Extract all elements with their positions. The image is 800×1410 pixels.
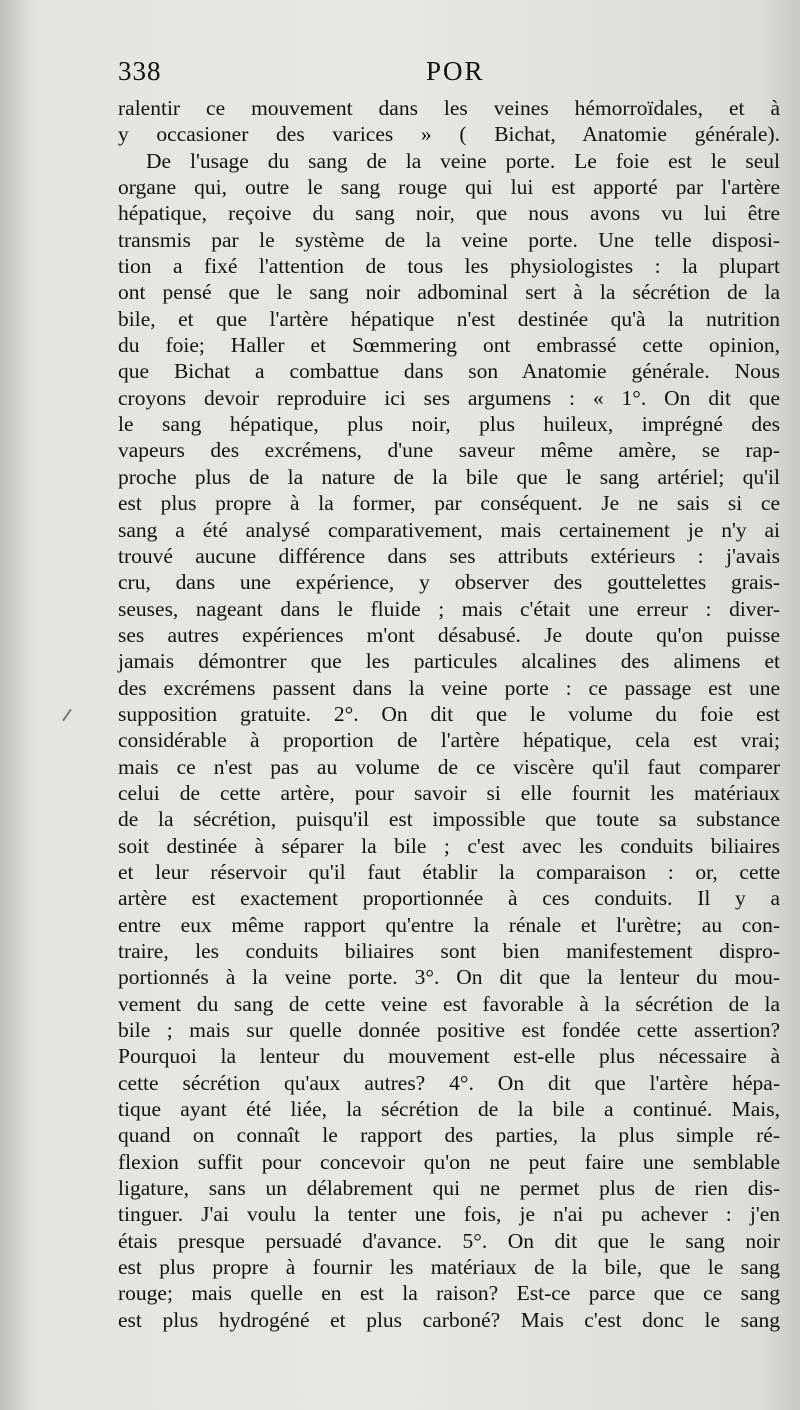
text-line: traire, les conduits biliaires sont bien manifestement dispro- xyxy=(118,939,780,963)
text-line: bile ; mais sur quelle donnée positive est fondée cette assertion? xyxy=(118,1018,780,1043)
text-line: cette sécrétion qu'aux autres? 4°. On dit que l'artère hépa- xyxy=(118,1070,780,1095)
text-line: et leur réservoir qu'il faut établir la comparaison : or, cette xyxy=(118,859,780,884)
text-line: seuses, nageant dans le fluide ; mais c'était une erreur : diver- xyxy=(118,596,780,621)
text-line: vement du sang de cette veine est favorable à la sécrétion de la xyxy=(118,991,780,1016)
text-line: soit destinée à séparer la bile ; c'est avec les conduits biliaires xyxy=(118,833,780,858)
text-line: vapeurs des excrémens, d'une saveur même amère, se rap- xyxy=(118,438,780,463)
text-line: jamais démontrer que les particules alcalines des alimens et xyxy=(118,649,780,674)
text-line: artère est exactement proportionnée à ces conduits. Il y a xyxy=(118,886,780,911)
running-head: POR xyxy=(426,56,485,86)
text-line: portionnés à la veine porte. 3°. On dit que la lenteur du mou- xyxy=(118,965,780,990)
text-line: tinguer. J'ai voulu la tenter une fois, je n'ai pu achever : j'en xyxy=(118,1202,780,1227)
page-fold-shadow xyxy=(0,0,30,1410)
text-line: bile, et que l'artère hépatique n'est destinée qu'à la nutrition xyxy=(118,306,780,331)
margin-pencil-mark xyxy=(62,709,72,722)
text-line: trouvé aucune différence dans ses attributs extérieurs : j'avais xyxy=(118,543,780,568)
text-line: tion a fixé l'attention de tous les physiologistes : la plupart xyxy=(118,254,780,279)
text-line: celui de cette artère, pour savoir si elle fournit les matériaux xyxy=(118,780,780,805)
text-line: sang a été analysé comparativement, mais certainement je n'y ai xyxy=(118,517,780,542)
text-line: De l'usage du sang de la veine porte. Le foie est le seul xyxy=(146,148,780,173)
text-line: mais ce n'est pas au volume de ce viscère qu'il faut comparer xyxy=(118,754,780,779)
text-line: cru, dans une expérience, y observer des gouttelettes grais- xyxy=(118,570,780,595)
text-line: croyons devoir reproduire ici ses argumens : « 1°. On dit que xyxy=(118,385,780,410)
text-line: quand on connaît le rapport des parties, la plus simple ré- xyxy=(118,1123,780,1148)
text-line: des excrémens passent dans la veine porte : ce passage est une xyxy=(118,675,780,700)
page-number: 338 xyxy=(118,56,162,86)
text-line: organe qui, outre le sang rouge qui lui est apporté par l'artère xyxy=(118,175,780,200)
text-line: est plus propre à fournir les matériaux de la bile, que le sang xyxy=(118,1255,780,1280)
page-header xyxy=(118,56,780,96)
text-line: de la sécrétion, puisqu'il est impossible que toute sa substance xyxy=(118,807,780,832)
text-line: ralentir ce mouvement dans les veines hémorroïdales, et à xyxy=(118,96,780,120)
text-line: ont pensé que le sang noir adbominal sert à la sécrétion de la xyxy=(118,280,780,305)
text-line: ses autres expériences m'ont désabusé. Je doute qu'on puisse xyxy=(118,622,780,647)
text-line: le sang hépatique, plus noir, plus huileux, imprégné des xyxy=(118,412,780,437)
text-line: flexion suffit pour concevoir qu'on ne peut faire une semblable xyxy=(118,1149,780,1174)
text-line: y occasioner des varices » ( Bichat, Anatomie générale). xyxy=(118,122,780,147)
text-line: supposition gratuite. 2°. On dit que le volume du foie est xyxy=(118,701,780,726)
text-line: hépatique, reçoive du sang noir, que nous avons vu lui être xyxy=(118,201,780,226)
text-line: proche plus de la nature de la bile que le sang artériel; qu'il xyxy=(118,464,780,489)
body-text xyxy=(118,95,780,1333)
text-line: rouge; mais quelle en est la raison? Est-ce parce que ce sang xyxy=(118,1281,780,1306)
text-line: est plus propre à la former, par conséquent. Je ne sais si ce xyxy=(118,491,780,516)
text-line: étais presque persuadé d'avance. 5°. On dit que le sang noir xyxy=(118,1228,780,1253)
text-line: Pourquoi la lenteur du mouvement est-elle plus nécessaire à xyxy=(118,1044,780,1069)
text-line: entre eux même rapport qu'entre la rénale et l'urètre; au con- xyxy=(118,912,780,937)
text-line: ligature, sans un délabrement qui ne permet plus de rien dis- xyxy=(118,1176,780,1201)
text-line: du foie; Haller et Sœmmering ont embrassé cette opinion, xyxy=(118,333,780,358)
text-line: tique ayant été liée, la sécrétion de la bile a continué. Mais, xyxy=(118,1097,780,1122)
text-line: que Bichat a combattue dans son Anatomie générale. Nous xyxy=(118,359,780,384)
text-line: considérable à proportion de l'artère hépatique, cela est vrai; xyxy=(118,728,780,753)
text-line: est plus hydrogéné et plus carboné? Mais c'est donc le sang xyxy=(118,1307,780,1332)
text-line: transmis par le système de la veine porte. Une telle disposi- xyxy=(118,227,780,252)
